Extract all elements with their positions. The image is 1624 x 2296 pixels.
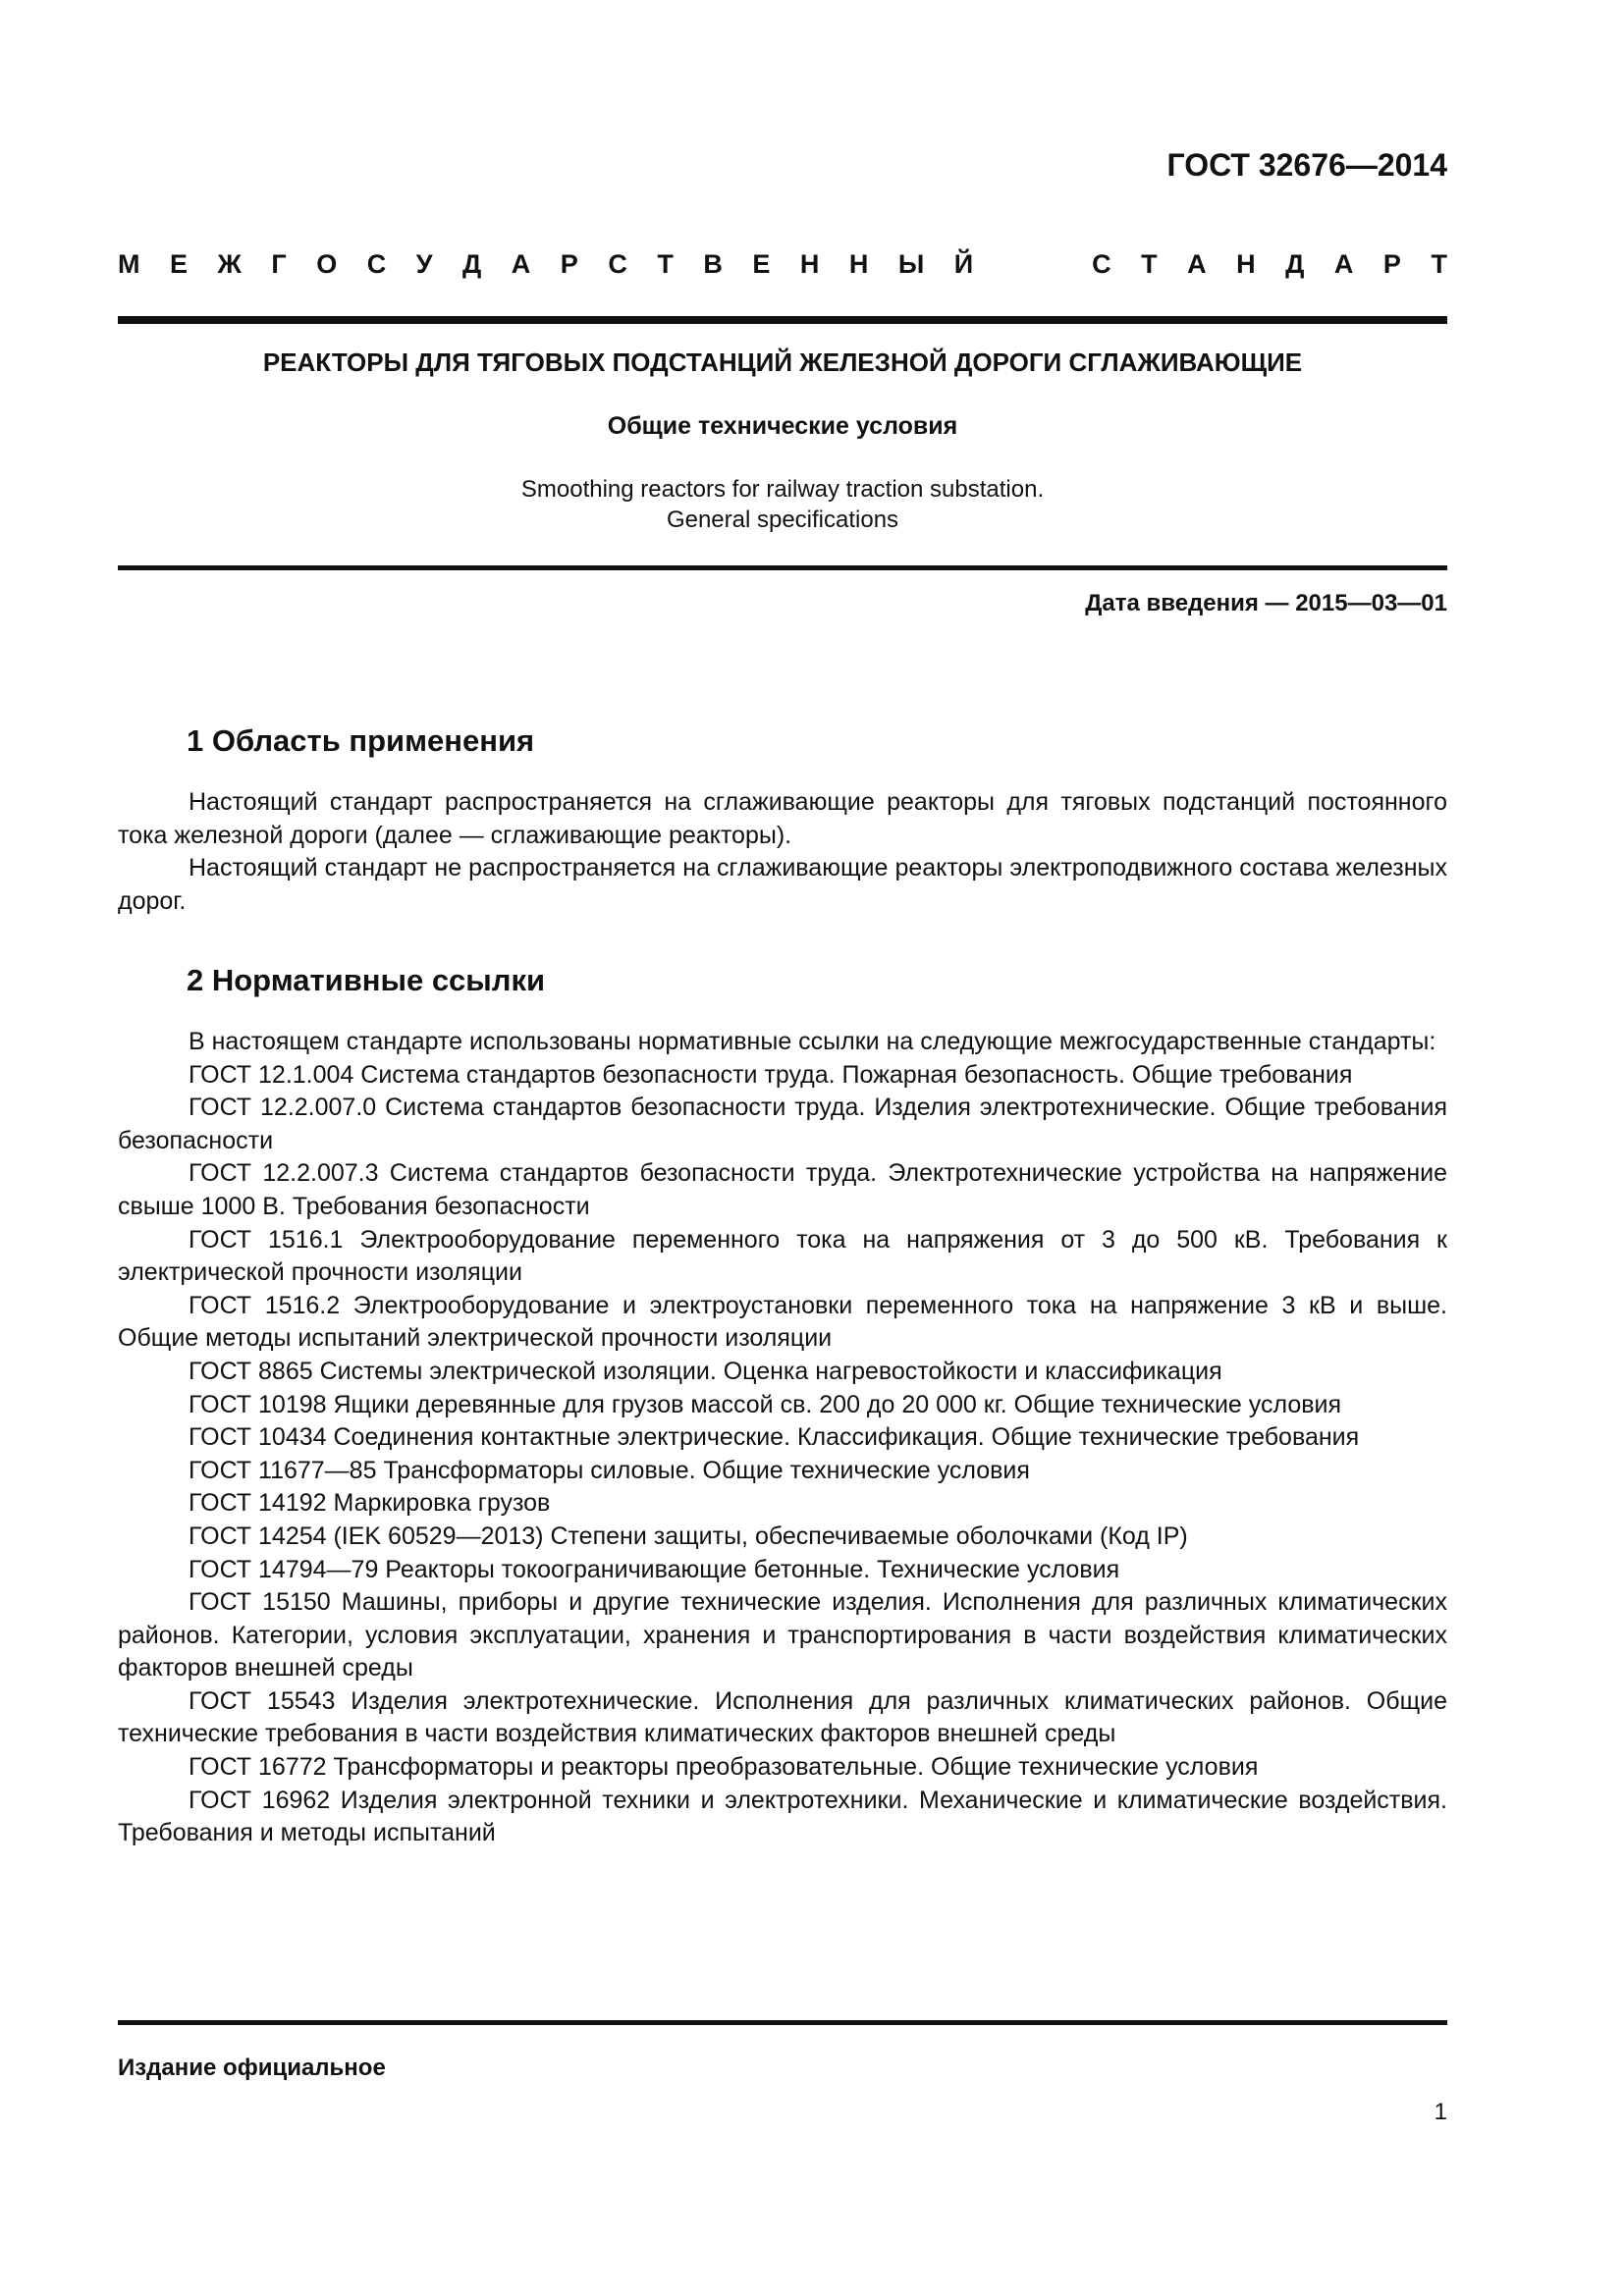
section-2-heading: 2 Нормативные ссылки — [187, 963, 546, 997]
reference-item: ГОСТ 10198 Ящики деревянные для грузов массой св. 200 до 20 000 кг. Общие технические условия — [189, 1390, 1342, 1418]
interstate-letter: Т — [1141, 249, 1158, 279]
interstate-letter: С — [1092, 249, 1111, 279]
word-gap — [1003, 249, 1062, 280]
section-1-paragraph: Настоящий стандарт не распространяется на сглаживающие реакторы электроподвижного состава железных дорог. — [118, 854, 1447, 915]
interstate-letter: Д — [1285, 249, 1305, 279]
interstate-standard-label — [118, 249, 1447, 280]
reference-item: ГОСТ 15150 Машины, приборы и другие технические изделия. Исполнения для различных климатических районов. Категории, условия эксплуатации, хранения и транспортирования в части воздействия климатических факторов внешней среды — [118, 1588, 1447, 1682]
header-divider — [118, 316, 1447, 324]
english-title-line-1: Smoothing reactors for railway traction substation. — [520, 476, 1045, 503]
reference-item: ГОСТ 1516.1 Электрооборудование переменного тока на напряжения от 3 до 500 кВ. Требования к электрической прочности изоляции — [118, 1225, 1447, 1287]
document-title: РЕАКТОРЫ ДЛЯ ТЯГОВЫХ ПОДСТАНЦИЙ ЖЕЛЕЗНОЙ ДОРОГИ СГЛАЖИВАЮЩИЕ — [262, 347, 1303, 377]
reference-item: ГОСТ 8865 Системы электрической изоляции. Оценка нагревостойкости и классификация — [189, 1357, 1222, 1385]
interstate-letter: Р — [560, 249, 578, 279]
title-divider — [118, 565, 1447, 570]
reference-item: ГОСТ 14794—79 Реакторы токоограничивающие бетонные. Технические условия — [189, 1555, 1120, 1583]
interstate-letter: Н — [799, 249, 820, 279]
section-1-heading: 1 Область применения — [187, 723, 535, 758]
page-number: 1 — [1434, 2099, 1447, 2125]
interstate-letter: Г — [271, 249, 287, 279]
interstate-letter: Ж — [217, 249, 242, 279]
interstate-letter: Т — [657, 249, 674, 279]
footer-divider — [118, 2020, 1447, 2025]
interstate-letter: С — [366, 249, 387, 279]
section-1-body — [118, 786, 1447, 918]
interstate-letter: Д — [462, 249, 482, 279]
interstate-letter: У — [415, 249, 433, 279]
reference-item: ГОСТ 1516.2 Электрооборудование и электроустановки переменного тока на напряжение 3 кВ и выше. Общие методы испытаний электрической прочности изоляции — [118, 1291, 1447, 1353]
reference-item: ГОСТ 12.2.007.3 Система стандартов безопасности труда. Электротехнические устройства на напряжение свыше 1000 В. Требования безопасности — [118, 1159, 1447, 1220]
section-2-body — [118, 1026, 1447, 1850]
interstate-letter: Н — [1236, 249, 1256, 279]
reference-item: ГОСТ 15543 Изделия электротехнические. Исполнения для различных климатических районов. Общие технические требования в части воздействия климатических факторов внешней среды — [118, 1686, 1447, 1748]
reference-item: ГОСТ 10434 Соединения контактные электрические. Классификация. Общие технические требования — [189, 1423, 1360, 1452]
interstate-letter: Й — [953, 249, 974, 279]
reference-item: ГОСТ 11677—85 Трансформаторы силовые. Общие технические условия — [189, 1456, 1030, 1484]
interstate-letter: Ы — [897, 249, 925, 279]
interstate-letter: О — [316, 249, 338, 279]
reference-item: ГОСТ 14192 Маркировка грузов — [189, 1489, 551, 1518]
reference-item: ГОСТ 12.1.004 Система стандартов безопасности труда. Пожарная безопасность. Общие требования — [189, 1060, 1353, 1089]
reference-item: ГОСТ 16962 Изделия электронной техники и электротехники. Механические и климатические воздействия. Требования и методы испытаний — [118, 1786, 1447, 1847]
interstate-letter: В — [703, 249, 723, 279]
interstate-letter: С — [608, 249, 627, 279]
reference-item: ГОСТ 16772 Трансформаторы и реакторы преобразовательные. Общие технические условия — [189, 1753, 1259, 1782]
reference-item: ГОСТ 14254 (IEK 60529—2013) Степени защиты, обеспечиваемые оболочками (Код IP) — [189, 1522, 1188, 1550]
interstate-letter: Е — [170, 249, 189, 279]
gost-number: ГОСТ 32676—2014 — [1166, 147, 1447, 183]
interstate-letter: Е — [752, 249, 771, 279]
interstate-letter: Н — [848, 249, 869, 279]
introduction-date: Дата введения — 2015—03—01 — [1085, 590, 1447, 616]
interstate-letter: Т — [1431, 249, 1447, 279]
english-title-line-2: General specifications — [666, 507, 899, 533]
interstate-letter: А — [511, 249, 531, 279]
reference-item: ГОСТ 12.2.007.0 Система стандартов безопасности труда. Изделия электротехнические. Общие требования безопасности — [118, 1094, 1447, 1154]
official-edition-note: Издание официальное — [118, 2055, 386, 2081]
interstate-letter: М — [118, 249, 140, 279]
interstate-letter: Р — [1382, 249, 1401, 279]
interstate-letter: А — [1187, 249, 1207, 279]
section-1-paragraph: Настоящий стандарт распространяется на сглаживающие реакторы для тяговых подстанций постоянного тока железной дороги (далее — сглаживающие реакторы). — [118, 788, 1447, 849]
section-2-paragraph: В настоящем стандарте использованы нормативные ссылки на следующие межгосударственные стандарты: — [189, 1028, 1436, 1055]
document-subtitle: Общие технические условия — [607, 412, 958, 440]
english-title — [118, 474, 1447, 535]
interstate-letter: А — [1333, 249, 1354, 279]
